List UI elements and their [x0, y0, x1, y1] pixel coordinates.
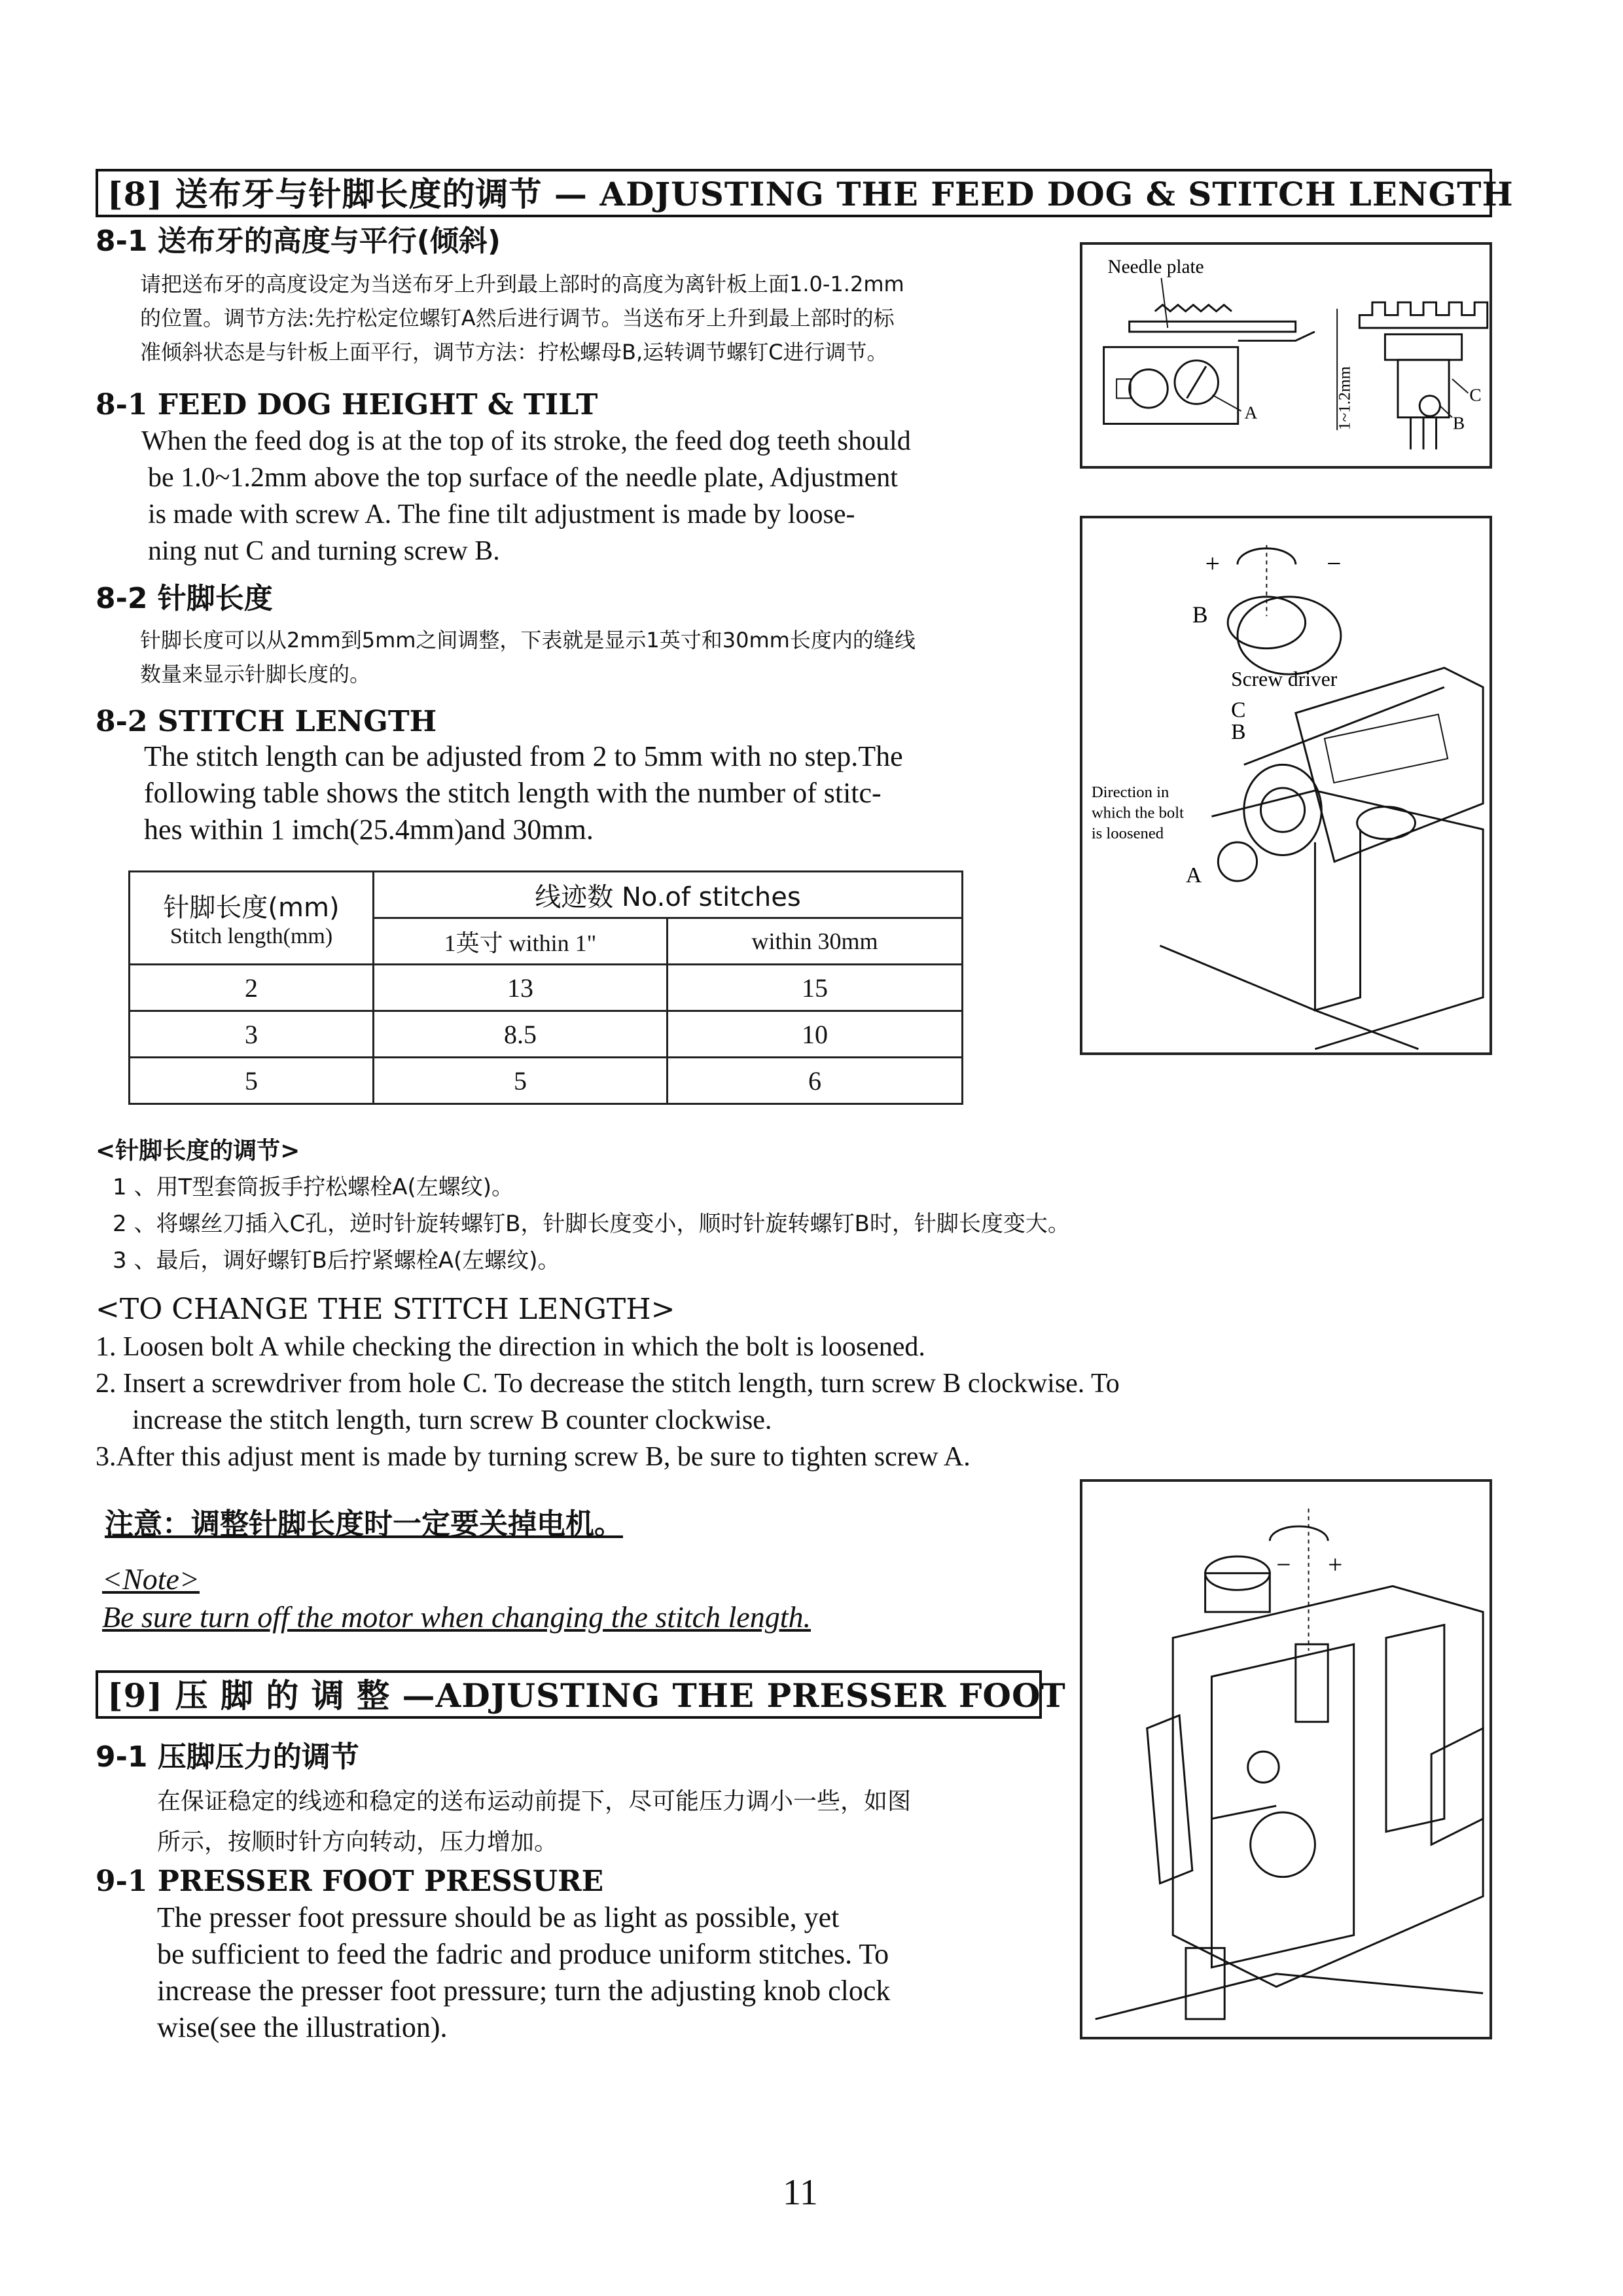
- s81-cn-body: [140, 267, 1069, 369]
- label-plus: +: [1205, 549, 1220, 579]
- section-9-header: [96, 1670, 1066, 1719]
- label-c: C: [1469, 385, 1482, 405]
- label-needle-plate: Needle plate: [1107, 256, 1204, 278]
- section-9-header-text: [9] 压 脚 的 调 整 —ADJUSTING THE PRESSER FOOT: [107, 1676, 1066, 1715]
- table-cell: 15: [668, 965, 963, 1011]
- s91-en-body: [157, 1899, 1086, 2046]
- table-cell: 2: [130, 965, 374, 1011]
- table-cell: 3: [130, 1011, 374, 1058]
- table-row: [130, 1058, 963, 1104]
- label-b: B: [1231, 719, 1246, 744]
- s91-cn-line: 所示，按顺时针方向转动，压力增加。: [157, 1829, 558, 1856]
- list-item: 2. Insert a screwdriver from hole C. To decrease the stitch length, turn screw B clockwise. To: [96, 1369, 1120, 1399]
- s82-en-title: 8-2 STITCH LENGTH: [96, 705, 437, 738]
- list-item: 3.After this adjust ment is made by turning screw B, be sure to tighten screw A.: [96, 1442, 971, 1472]
- col1-en: Stitch length(mm): [169, 924, 333, 948]
- label-plus: +: [1328, 1550, 1343, 1579]
- list-item: 3 、最后，调好螺钉B后拧紧螺栓A(左螺纹)。: [113, 1247, 560, 1274]
- s82-en-body: [144, 738, 1073, 848]
- s91-en-title: 9-1 PRESSER FOOT PRESSURE: [96, 1865, 604, 1898]
- section-8-header: [96, 169, 1514, 217]
- list-item: increase the stitch length, turn screw B counter clockwise.: [132, 1405, 772, 1435]
- label-b: B: [1452, 413, 1465, 433]
- table-cell: 5: [130, 1058, 374, 1104]
- table-cell: 10: [668, 1011, 963, 1058]
- list-item: 1 、用T型套筒扳手拧松螺栓A(左螺纹)。: [113, 1174, 514, 1200]
- s81-en-line: be 1.0~1.2mm above the top surface of the needle plate, Adjustment: [148, 463, 898, 493]
- label-dimension: 1~1.2mm: [1335, 366, 1354, 431]
- stitch-length-table: [128, 870, 963, 1105]
- stitch-length-diagram: [1082, 518, 1489, 1052]
- s91-en-line: The presser foot pressure should be as light as possible, yet: [157, 1901, 840, 1933]
- s91-en-line: wise(see the illustration).: [157, 2011, 448, 2043]
- label-minus: −: [1327, 549, 1342, 579]
- label-a: A: [1185, 863, 1202, 888]
- change-cn-list: [113, 1169, 1070, 1279]
- list-item: 1. Loosen bolt A while checking the direction in which the bolt is loosened.: [96, 1332, 925, 1362]
- table-cell: 6: [668, 1058, 963, 1104]
- s91-en-line: increase the presser foot pressure; turn the adjusting knob clock: [157, 1975, 891, 2007]
- change-en-title: <TO CHANGE THE STITCH LENGTH>: [96, 1293, 675, 1326]
- s82-en-line: hes within 1 imch(25.4mm)and 30mm.: [144, 814, 594, 846]
- label-direction-1: Direction in: [1091, 783, 1169, 801]
- change-en-list: [96, 1329, 1120, 1475]
- s91-en-line: be sufficient to feed the fadric and produce uniform stitches. To: [157, 1938, 889, 1970]
- change-cn-title: <针脚长度的调节>: [96, 1138, 300, 1164]
- s82-en-line: following table shows the stitch length with the number of stitc-: [144, 777, 882, 809]
- table-cell: 13: [374, 965, 668, 1011]
- table-sub-header-1inch: 1英寸 within 1": [374, 918, 668, 965]
- label-b-top: B: [1192, 601, 1208, 628]
- label-screwdriver: Screw driver: [1231, 667, 1338, 691]
- s81-cn-line: 准倾斜状态是与针板上面平行，调节方法：拧松螺母B,运转调节螺钉C进行调节。: [140, 340, 888, 365]
- s82-cn-line: 数量来显示针脚长度的。: [140, 662, 371, 687]
- s82-cn-title: 8-2 针脚长度: [96, 582, 273, 615]
- s91-cn-body: [157, 1782, 1086, 1863]
- table-sub-header-30mm: within 30mm: [668, 918, 963, 965]
- label-c: C: [1231, 698, 1246, 723]
- s81-cn-line: 的位置。调节方法:先拧松定位螺钉A然后进行调节。当送布牙上升到最上部时的标: [140, 306, 895, 331]
- table-cell: 8.5: [374, 1011, 668, 1058]
- s81-en-line: ning nut C and turning screw B.: [148, 536, 500, 566]
- figure-feed-dog-height: [1080, 242, 1492, 469]
- table-col1-header: [130, 872, 374, 965]
- page-number: 11: [783, 2172, 818, 2213]
- col1-cn: 针脚长度(mm): [163, 893, 340, 923]
- s81-en-line: When the feed dog is at the top of its stroke, the feed dog teeth should: [141, 426, 911, 456]
- rotate-arrow-icon: [1270, 1526, 1328, 1541]
- table-row: [130, 1011, 963, 1058]
- section-8-header-text: [8] 送布牙与针脚长度的调节 — ADJUSTING THE FEED DOG & STITCH LENGTH: [107, 175, 1514, 213]
- s81-en-title: 8-1 FEED DOG HEIGHT & TILT: [96, 388, 598, 422]
- note-cn: 注意：调整针脚长度时一定要关掉电机。: [105, 1507, 623, 1541]
- s82-cn-body: [140, 623, 1069, 691]
- s91-cn-line: 在保证稳定的线迹和稳定的送布运动前提下，尽可能压力调小一些，如图: [157, 1788, 912, 1815]
- label-direction-2: which the bolt: [1091, 804, 1184, 822]
- label-a: A: [1244, 403, 1258, 423]
- note-en-body: Be sure turn off the motor when changing the stitch length.: [102, 1600, 811, 1634]
- s82-en-line: The stitch length can be adjusted from 2 to 5mm with no step.The: [144, 740, 903, 772]
- s82-cn-line: 针脚长度可以从2mm到5mm之间调整，下表就是显示1英寸和30mm长度内的缝线: [140, 628, 916, 653]
- s81-en-line: is made with screw A. The fine tilt adjustment is made by loose-: [148, 499, 855, 529]
- label-direction-3: is loosened: [1091, 824, 1164, 842]
- figure-presser-foot: [1080, 1479, 1492, 2039]
- s91-cn-title: 9-1 压脚压力的调节: [96, 1740, 359, 1774]
- label-minus: −: [1276, 1550, 1291, 1579]
- s81-cn-line: 请把送布牙的高度设定为当送布牙上升到最上部时的高度为离针板上面1.0-1.2mm: [140, 272, 904, 296]
- feed-dog-diagram: [1082, 245, 1489, 466]
- list-item: 2 、将螺丝刀插入C孔，逆时针旋转螺钉B，针脚长度变小，顺时针旋转螺钉B时，针脚长度变大。: [113, 1211, 1070, 1237]
- s81-en-body: [141, 423, 1071, 569]
- figure-stitch-length: [1080, 516, 1492, 1055]
- s81-cn-title: 8-1 送布牙的高度与平行(倾斜): [96, 224, 501, 258]
- note-en-title: <Note>: [102, 1562, 200, 1596]
- presser-foot-diagram: [1082, 1482, 1489, 2037]
- table-cell: 5: [374, 1058, 668, 1104]
- table-row: [130, 965, 963, 1011]
- table-group-header: 线迹数 No.of stitches: [374, 872, 963, 918]
